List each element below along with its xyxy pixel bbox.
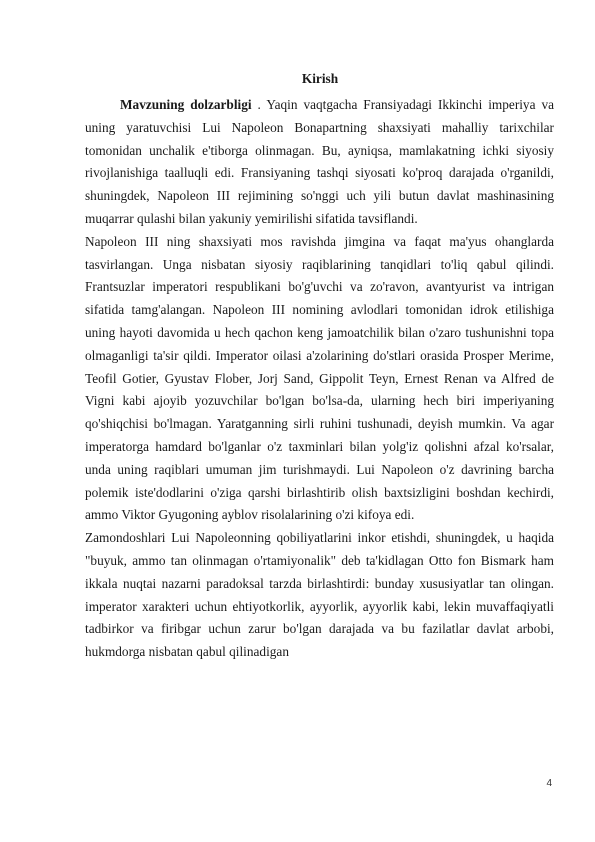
- intro-paragraph: [85, 94, 554, 231]
- paragraph-3: Zamondoshlari Lui Napoleonning qobiliyatlarini inkor etishdi, shuningdek, u haqida "buyuk, ammo tan olinmagan o'rtamiyonalik" deb ta'kidlagan Otto fon Bismark ham ikkala nuqtai nazarni paradoksal tarzda birlashtirdi: bunday xususiyatlar tan olingan. imperator xarakteri uchun ehtiyotkorlik, ayyorlik, ayyorlik kabi, lekin muvaffaqiyatli tadbirkor va firibgar uchun zarur bo'lgan darajada va bu fazilatlar davlat arbobi, hukmdorga nisbatan qabul qilinadigan: [85, 530, 554, 660]
- intro-text: . Yaqin vaqtgacha Fransiyadagi Ikkinchi imperiya va uning yaratuvchisi Lui Napoleon Bonapartning shaxsiyati mahalliy tarixchilar tomonidan unchalik e'tiborga olinmagan. Bu, ayniqsa, mamlakatning ichki siyosiy rivojlanishiga taalluqli edi. Fransiyaning tashqi siyosati ko'proq darajada o'rganildi, shuningdek, Napoleon III rejimining so'nggi uch yili butun davlat mashinasining muqarrar qulashi bilan yakuniy yemirilishi sifatida tavsiflandi.: [85, 97, 555, 226]
- paragraph-2: Napoleon III ning shaxsiyati mos ravishda jimgina va faqat ma'yus ohanglarda tasvirlangan. Unga nisbatan siyosiy raqiblarining tanqidlari to'liq qabul qilindi. Frantsuzlar imperatori respublikani bo'g'uvchi va zo'ravon, avantyurist va intrigan sifatida tamg'alangan. Napoleon III nomining avlodlari tomonidan idrok etilishiga uning hayoti davomida u hech qachon keng jamoatchilik bilan o'zaro tushunishni topa olmaganligi ta'sir qildi. Imperator oilasi a'zolarining do'stlari orasida Prosper Merime, Teofil Gotier, Gyustav Flober, Jorj Sand, Gippolit Teyn, Ernest Renan va Alfred de Vigni kabi ajoyib yozuvchilar bo'lgan bo'lsa-da, ularning hech biri imperiyaning qo'shiqchisi bo'lmagan. Yaratganning sirli ruhini tushunadi, deyish mumkin. Va agar imperatorga hamdard bo'lganlar o'z taxminlari bilan yolg'iz qolishni afzal ko'rsalar, unda uning raqiblari umuman jim turishmaydi. Lui Napoleon o'z davrining barcha polemik iste'dodlarini o'ziga qarshi birlashtirib olish baxtsizligini boshdan kechirdi, ammo Viktor Gyugoning ayblov risolalarining o'zi kifoya edi.: [85, 233, 554, 523]
- page-title: Kirish: [301, 71, 339, 86]
- intro-lead: Mavzuning dolzarbligi: [120, 97, 252, 112]
- page-number: 4: [546, 778, 552, 789]
- document-body: [85, 94, 554, 664]
